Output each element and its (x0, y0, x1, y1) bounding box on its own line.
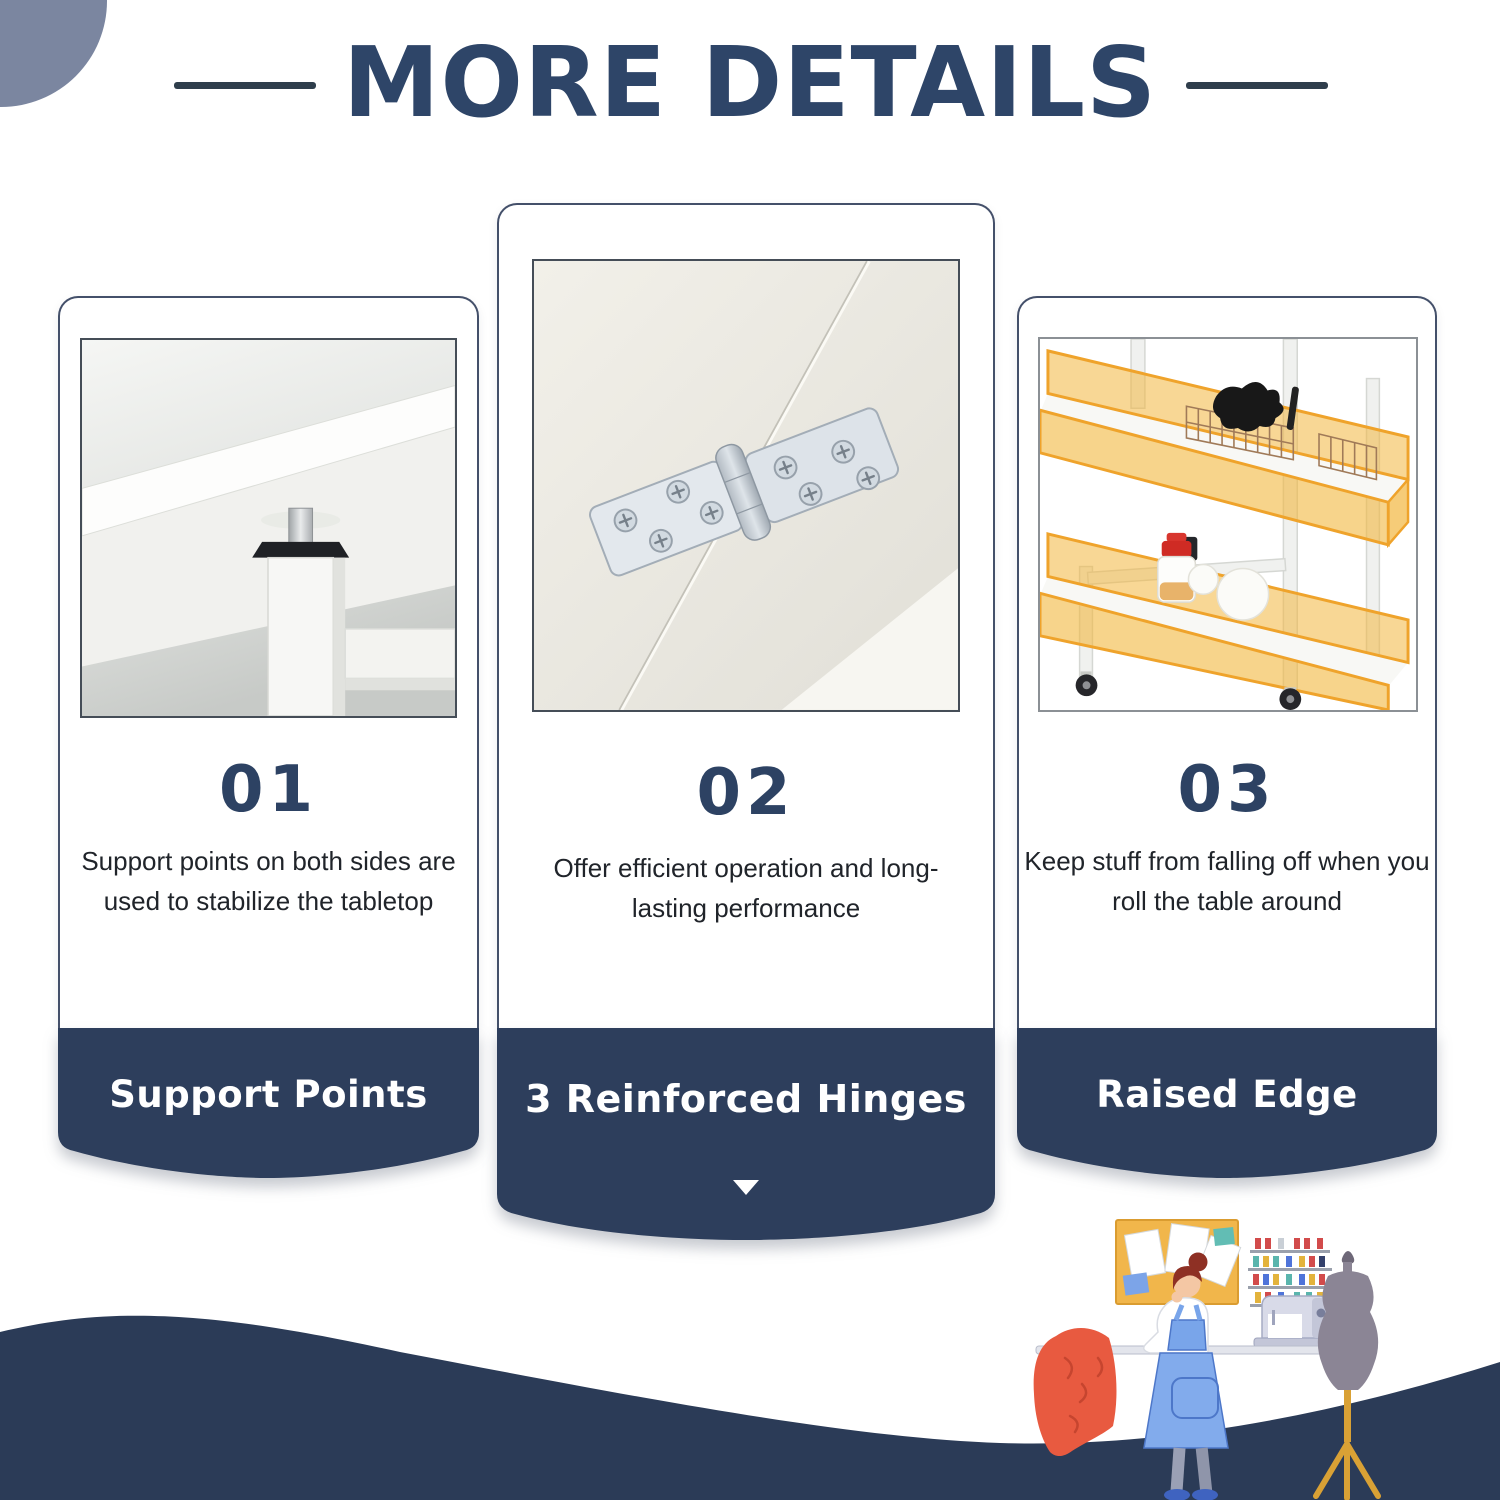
sewing-workshop-illustration (1010, 1198, 1480, 1500)
dress-form-mannequin (1316, 1251, 1378, 1498)
red-fabric (1034, 1328, 1117, 1456)
cart-photo-graphic (1040, 339, 1416, 710)
feature-number: 02 (696, 756, 796, 830)
feature-card-raised-edge (1017, 296, 1437, 1178)
feature-number: 01 (218, 753, 319, 827)
bottle (1158, 533, 1196, 602)
footer-label: 3 Reinforced Hinges (525, 1077, 967, 1121)
feature-description: Support points on both sides are used to stabilize the tabletop (81, 846, 456, 917)
reinforced-hinge-photo (532, 259, 960, 712)
feature-card-support-points (58, 296, 479, 1178)
card-footer (1017, 1028, 1437, 1178)
card-footer (58, 1028, 479, 1178)
feature-description: Keep stuff from falling off when you roll the table around (1024, 846, 1430, 917)
rolling-cart-raised-edge-photo (1038, 337, 1418, 712)
title-dash-right (1186, 82, 1328, 89)
feature-number: 03 (1177, 753, 1277, 827)
table-leg-support-photo (80, 338, 457, 718)
chevron-down-icon (733, 1180, 759, 1195)
footer-label: Raised Edge (1096, 1073, 1358, 1116)
footer-label: Support Points (109, 1073, 428, 1116)
page-title: MORE DETAILS (343, 26, 1157, 139)
feature-description: Offer efficient operation and long-lasting performance (553, 853, 939, 924)
card-footer (497, 1028, 995, 1240)
table-leg-photo-graphic (82, 340, 455, 716)
feature-card-reinforced-hinges (497, 203, 995, 1240)
hinge-photo-graphic (534, 261, 958, 710)
footer-curved-shape (497, 1028, 995, 1240)
